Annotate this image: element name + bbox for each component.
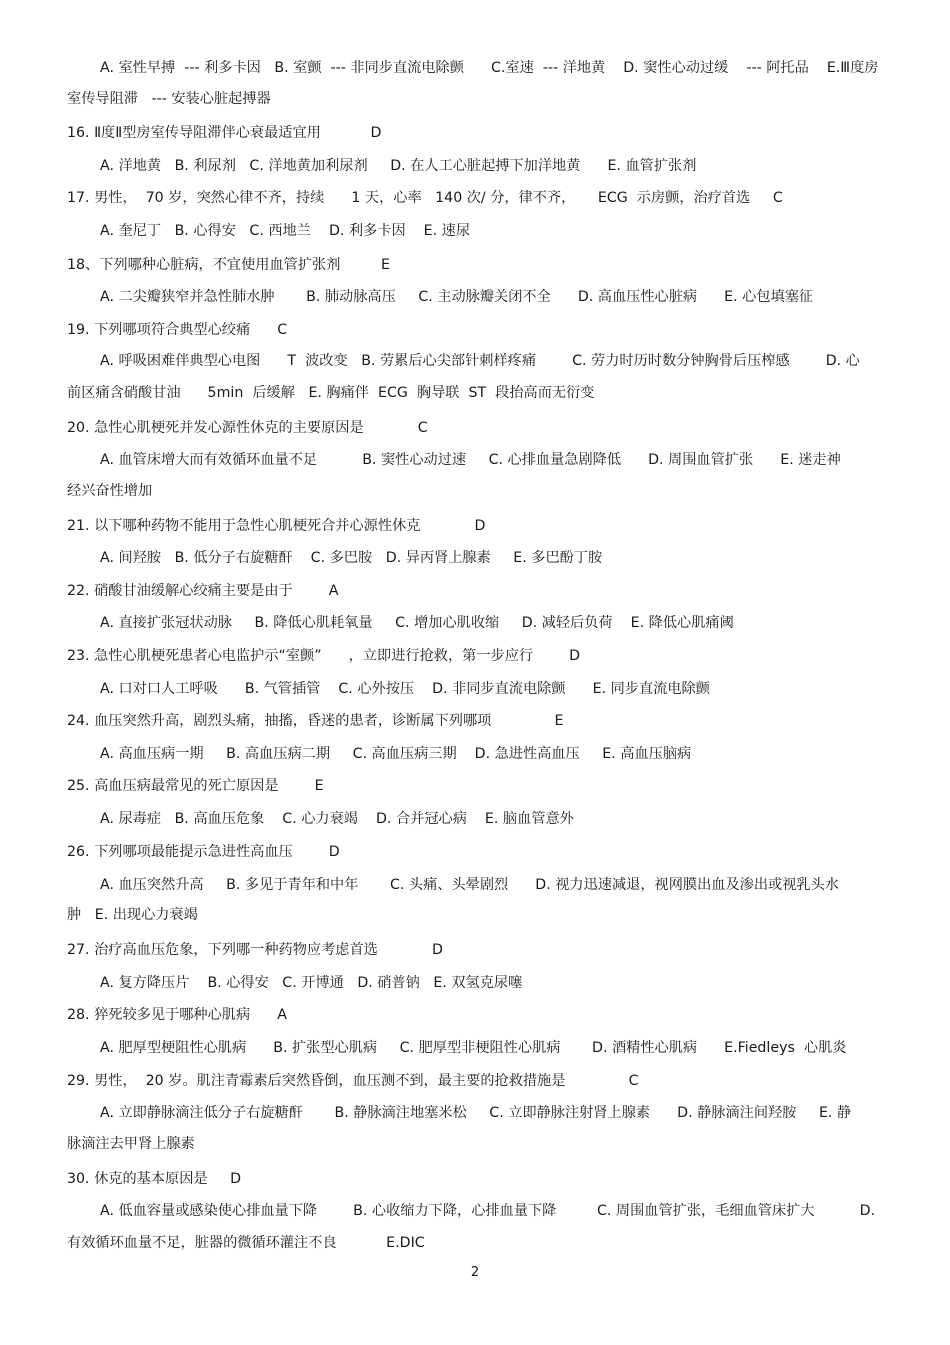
question-22: 22. 硝酸甘油缓解心绞痛主要是由于 A <box>67 583 339 599</box>
answer-options-20-line-1: A. 血管床增大而有效循环血量不足 B. 窦性心动过速 C. 心排血量急剧降低 D. 周围血管扩张 E. 迷走神 <box>100 452 841 468</box>
answer-options-19-line-1: A. 呼吸困难伴典型心电图 T 波改变 B. 劳累后心尖部针刺样疼痛 C. 劳力时历时数分钟胸骨后压榨感 D. 心 <box>100 353 860 369</box>
answer-options-29-line-2: 脉滴注去甲肾上腺素 <box>67 1136 195 1152</box>
answer-options-22: A. 直接扩张冠状动脉 B. 降低心肌耗氧量 C. 增加心肌收缩 D. 减轻后负荷 E. 降低心肌痛阈 <box>100 615 734 631</box>
question-16: 16. Ⅱ度Ⅱ型房室传导阻滞伴心衰最适宜用 D <box>67 125 382 141</box>
question-27: 27. 治疗高血压危象，下列哪一种药物应考虑首选 D <box>67 942 443 958</box>
answer-options-18: A. 二尖瓣狭窄并急性肺水肿 B. 肺动脉高压 C. 主动脉瓣关闭不全 D. 高血压性心脏病 E. 心包填塞征 <box>100 289 814 305</box>
answer-options-21: A. 间羟胺 B. 低分子右旋糖酐 C. 多巴胺 D. 异丙肾上腺素 E. 多巴酚丁胺 <box>100 550 603 566</box>
answer-options-30-line-2: 有效循环血量不足，脏器的微循环灌注不良 E.DIC <box>67 1235 425 1251</box>
page-number: 2 <box>470 1265 480 1280</box>
question-18: 18、下列哪种心脏病，不宜使用血管扩张剂 E <box>67 257 390 273</box>
question-17: 17. 男性， 70 岁，突然心律不齐，持续 1 天，心率 140 次/ 分，律不齐， ECG 示房颤，治疗首选 C <box>67 190 783 206</box>
answer-options-26-line-2: 肿 E. 出现心力衰竭 <box>67 907 198 923</box>
question-20: 20. 急性心肌梗死并发心源性休克的主要原因是 C <box>67 420 428 436</box>
answer-options-29-line-1: A. 立即静脉滴注低分子右旋糖酐 B. 静脉滴注地塞米松 C. 立即静脉注射肾上腺素 D. 静脉滴注间羟胺 E. 静 <box>100 1105 852 1121</box>
answer-options-24: A. 高血压病一期 B. 高血压病二期 C. 高血压病三期 D. 急进性高血压 E. 高血压脑病 <box>100 746 692 762</box>
question-24: 24. 血压突然升高，剧烈头痛，抽搐，昏迷的患者，诊断属下列哪项 E <box>67 713 564 729</box>
question-28: 28. 猝死较多见于哪种心肌病 A <box>67 1007 287 1023</box>
question-30: 30. 休克的基本原因是 D <box>67 1171 242 1187</box>
question-26: 26. 下列哪项最能提示急进性高血压 D <box>67 844 340 860</box>
answer-options-30-line-1: A. 低血容量或感染使心排血量下降 B. 心收缩力下降，心排血量下降 C. 周围血管扩张，毛细血管床扩大 D. <box>100 1203 876 1219</box>
question-29: 29. 男性， 20 岁。肌注青霉素后突然昏倒，血压测不到，最主要的抢救措施是 C <box>67 1073 639 1089</box>
answer-options-15-line-2: 室传导阻滞 --- 安装心脏起搏器 <box>67 91 271 107</box>
question-23: 23. 急性心肌梗死患者心电监护示“室颤” ，立即进行抢救，第一步应行 D <box>67 648 581 664</box>
answer-options-16: A. 洋地黄 B. 利尿剂 C. 洋地黄加利尿剂 D. 在人工心脏起搏下加洋地黄 E. 血管扩张剂 <box>100 158 697 174</box>
answer-options-17: A. 奎尼丁 B. 心得安 C. 西地兰 D. 利多卡因 E. 速尿 <box>100 223 471 239</box>
answer-options-15-line-1: A. 室性早搏 --- 利多卡因 B. 室颤 --- 非同步直流电除颤 C.室速 --- 洋地黄 D. 窦性心动过缓 --- 阿托品 E.Ⅲ度房 <box>100 60 879 76</box>
answer-options-26-line-1: A. 血压突然升高 B. 多见于青年和中年 C. 头痛、头晕剧烈 D. 视力迅速减退，视网膜出血及渗出或视乳头水 <box>100 877 839 893</box>
answer-options-28: A. 肥厚型梗阻性心肌病 B. 扩张型心肌病 C. 肥厚型非梗阻性心肌病 D. 酒精性心肌病 E.Fiedleys 心肌炎 <box>100 1040 847 1056</box>
question-25: 25. 高血压病最常见的死亡原因是 E <box>67 778 324 794</box>
answer-options-27: A. 复方降压片 B. 心得安 C. 开博通 D. 硝普钠 E. 双氢克尿噻 <box>100 975 523 991</box>
answer-options-20-line-2: 经兴奋性增加 <box>67 483 153 499</box>
answer-options-25: A. 尿毒症 B. 高血压危象 C. 心力衰竭 D. 合并冠心病 E. 脑血管意外 <box>100 811 574 827</box>
question-19: 19. 下列哪项符合典型心绞痛 C <box>67 322 288 338</box>
answer-options-23: A. 口对口人工呼吸 B. 气管插管 C. 心外按压 D. 非同步直流电除颤 E. 同步直流电除颤 <box>100 681 710 697</box>
answer-options-19-line-2: 前区痛含硝酸甘油 5min 后缓解 E. 胸痛伴 ECG 胸导联 ST 段抬高而无衍变 <box>67 385 595 401</box>
question-21: 21. 以下哪种药物不能用于急性心肌梗死合并心源性休克 D <box>67 518 486 534</box>
